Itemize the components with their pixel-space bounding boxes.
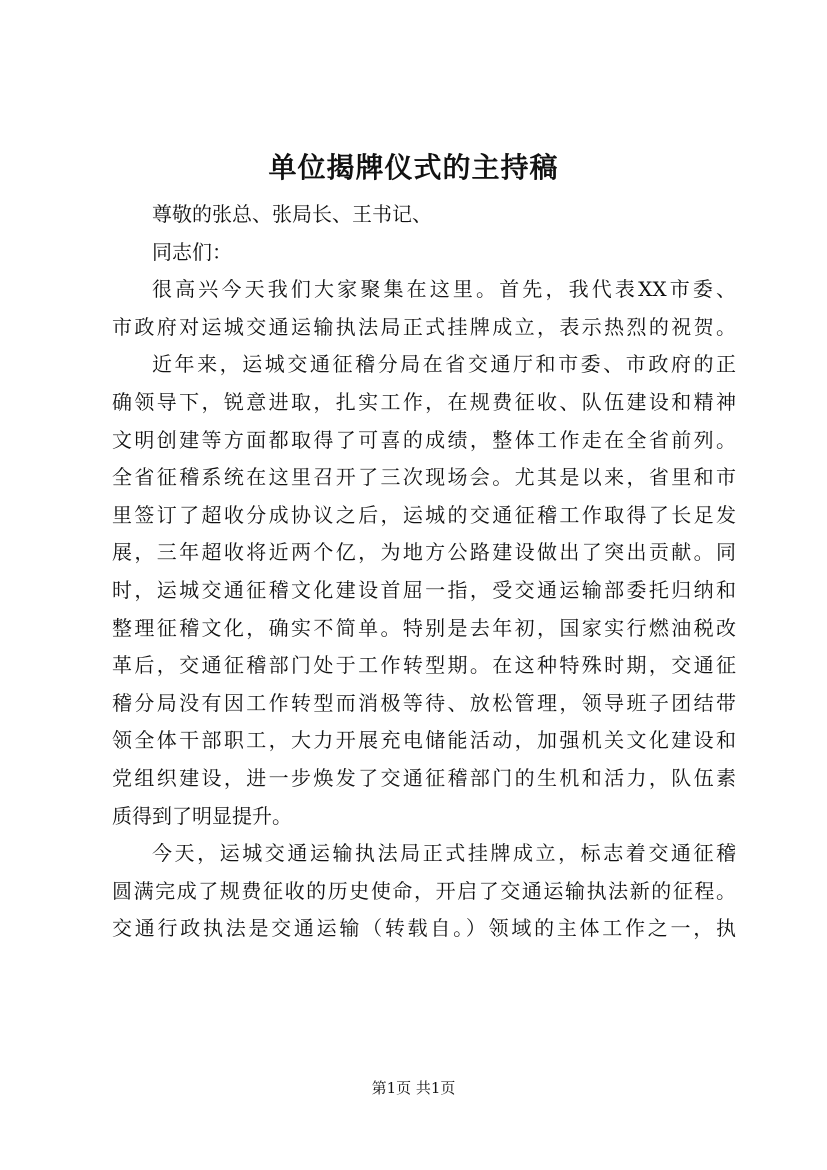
text-line: 里签订了超收分成协议之后，运城的交通征稽工作取得了长足发	[112, 502, 736, 527]
text-line: 整理征稽文化，确实不简单。特别是去年初，国家实行燃油税改	[112, 615, 736, 640]
text-line: 近年来，运城交通征稽分局在省交通厅和市委、市政府的正	[152, 352, 736, 377]
text-line: 同志们：	[152, 239, 232, 264]
text-line: 领全体干部职工，大力开展充电储能活动，加强机关文化建设和	[112, 728, 736, 753]
document-body	[112, 196, 736, 948]
text-line: 交通行政执法是交通运输（转载自。）领域的主体工作之一，执	[112, 916, 736, 941]
text-line: 党组织建设，进一步焕发了交通征稽部门的生机和活力，队伍素	[112, 765, 736, 790]
text-line: 全省征稽系统在这里召开了三次现场会。尤其是以来，省里和市	[112, 465, 736, 490]
text-line: 市政府对运城交通运输执法局正式挂牌成立，表示热烈的祝贺。	[112, 314, 736, 339]
text-line: 尊敬的张总、张局长、王书记、	[152, 202, 432, 226]
text-line: 时，运城交通征稽文化建设首屈一指，受交通运输部委托归纳和	[112, 577, 736, 602]
text-line: 文明创建等方面都取得了可喜的成绩，整体工作走在全省前列。	[112, 427, 736, 452]
text-line: 今天，运城交通运输执法局正式挂牌成立，标志着交通征稽	[152, 841, 736, 866]
text-line: 革后，交通征稽部门处于工作转型期。在这种特殊时期，交通征	[112, 653, 736, 678]
document-title: 单位揭牌仪式的主持稿	[268, 151, 559, 184]
text-line: 确领导下，锐意进取，扎实工作，在规费征收、队伍建设和精神	[112, 389, 736, 414]
text-line: 稽分局没有因工作转型而消极等待、放松管理，领导班子团结带	[112, 690, 736, 715]
text-line: 展，三年超收将近两个亿，为地方公路建设做出了突出贡献。同	[112, 540, 736, 565]
text-line: 很高兴今天我们大家聚集在这里。首先，我代表XX市委、	[152, 277, 736, 302]
text-line: 圆满完成了规费征收的历史使命，开启了交通运输执法新的征程。	[112, 878, 736, 903]
text-line: 质得到了明显提升。	[112, 803, 292, 828]
page-footer: 第1页 共1页	[371, 1079, 456, 1097]
